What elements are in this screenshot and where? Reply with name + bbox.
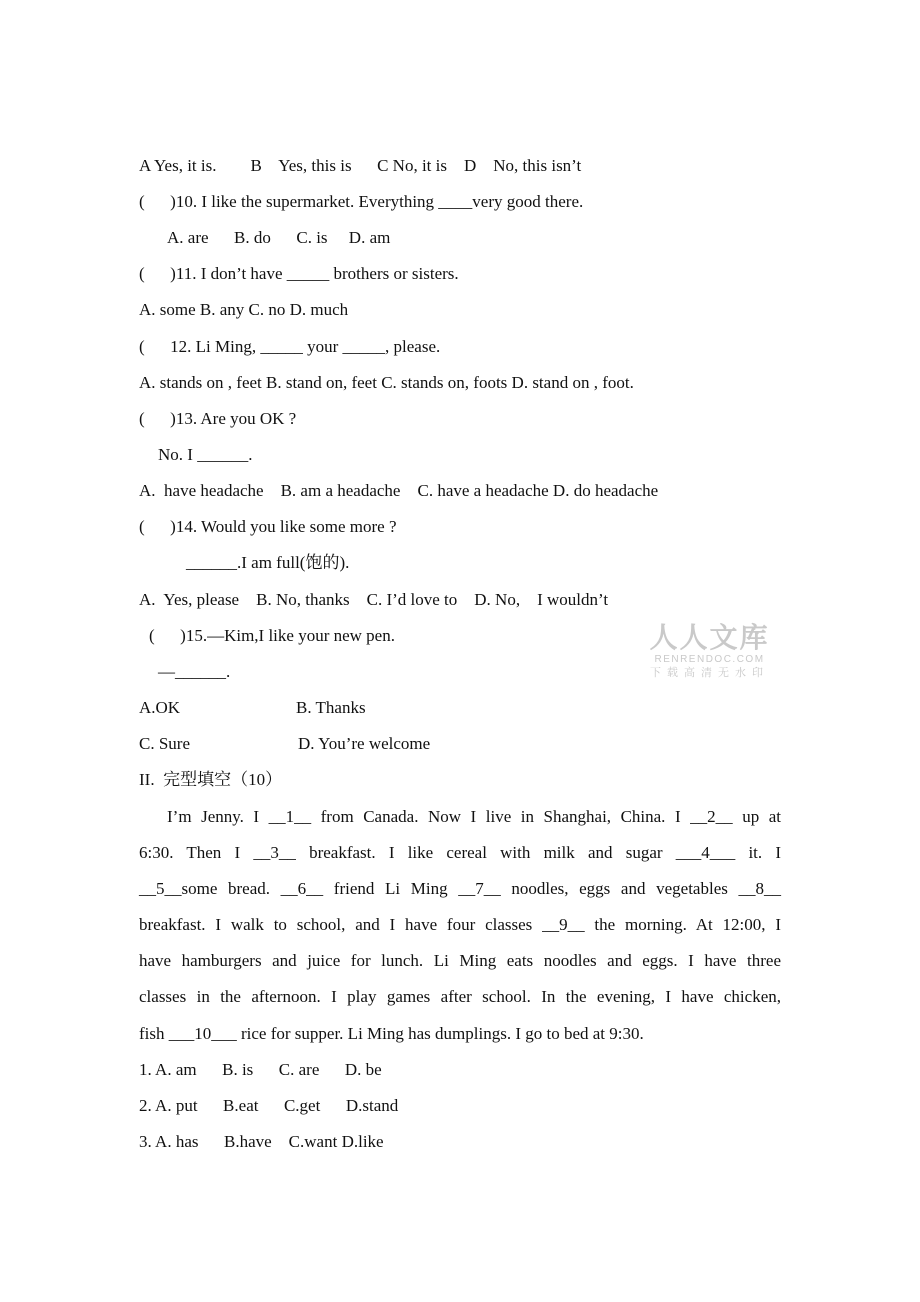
question-10-options: A. are B. do C. is D. am xyxy=(167,228,391,247)
cloze-option-2: 2. A. put B.eat C.get D.stand xyxy=(139,1096,399,1115)
cloze-option-3: 3. A. has B.have C.want D.like xyxy=(139,1132,384,1151)
passage-line: I’m Jenny. I __1__ from Canada. Now I live in Shanghai, China. I __2__ up at xyxy=(167,807,781,826)
cloze-option-1: 1. A. am B. is C. are D. be xyxy=(139,1060,382,1079)
watermark-title: 人人文库 xyxy=(649,622,770,653)
question-15-response: —______. xyxy=(158,662,231,681)
passage-line: fish ___10___ rice for supper. Li Ming has dumplings. I go to bed at 9:30. xyxy=(139,1024,644,1043)
passage-line: have hamburgers and juice for lunch. Li Ming eats noodles and eggs. I have three xyxy=(139,951,781,970)
watermark-logo xyxy=(647,622,772,680)
question-9-options: A Yes, it is. B Yes, this is C No, it is D No, this isn’t xyxy=(139,156,582,175)
question-15-option-d: D. You’re welcome xyxy=(298,734,431,753)
question-14-response: ______.I am full(饱的). xyxy=(186,553,350,572)
question-13-response: No. I ______. xyxy=(158,445,253,464)
passage-line: breakfast. I walk to school, and I have four classes __9__ the morning. At 12:00, I xyxy=(139,915,781,934)
question-11: ( )11. I don’t have _____ brothers or sisters. xyxy=(139,264,459,283)
question-14-options: A. Yes, please B. No, thanks C. I’d love to D. No, I wouldn’t xyxy=(139,590,609,609)
question-15: ( )15.—Kim,I like your new pen. xyxy=(149,626,395,645)
question-12-options: A. stands on , feet B. stand on, feet C. stands on, foots D. stand on , foot. xyxy=(139,373,634,392)
passage-line: 6:30. Then I __3__ breakfast. I like cereal with milk and sugar ___4___ it. I xyxy=(139,843,781,862)
passage-line: classes in the afternoon. I play games after school. In the evening, I have chicken, xyxy=(139,987,781,1006)
question-13-options: A. have headache B. am a headache C. have a headache D. do headache xyxy=(139,481,659,500)
question-15-option-a: A.OK xyxy=(139,698,181,717)
passage-line: __5__some bread. __6__ friend Li Ming __7__ noodles, eggs and vegetables __8__ xyxy=(139,879,781,898)
question-11-options: A. some B. any C. no D. much xyxy=(139,300,349,319)
question-12: ( 12. Li Ming, _____ your _____, please. xyxy=(139,337,441,356)
question-15-option-c: C. Sure xyxy=(139,734,190,753)
question-15-option-b: B. Thanks xyxy=(296,698,366,717)
question-13: ( )13. Are you OK ? xyxy=(139,409,297,428)
question-10: ( )10. I like the supermarket. Everything ____very good there. xyxy=(139,192,584,211)
watermark-slogan: 下载高清无水印 xyxy=(650,667,769,679)
section-heading: II. 完型填空（10） xyxy=(139,770,283,789)
question-14: ( )14. Would you like some more ? xyxy=(139,517,397,536)
watermark-domain: RENRENDOC.COM xyxy=(654,654,765,665)
